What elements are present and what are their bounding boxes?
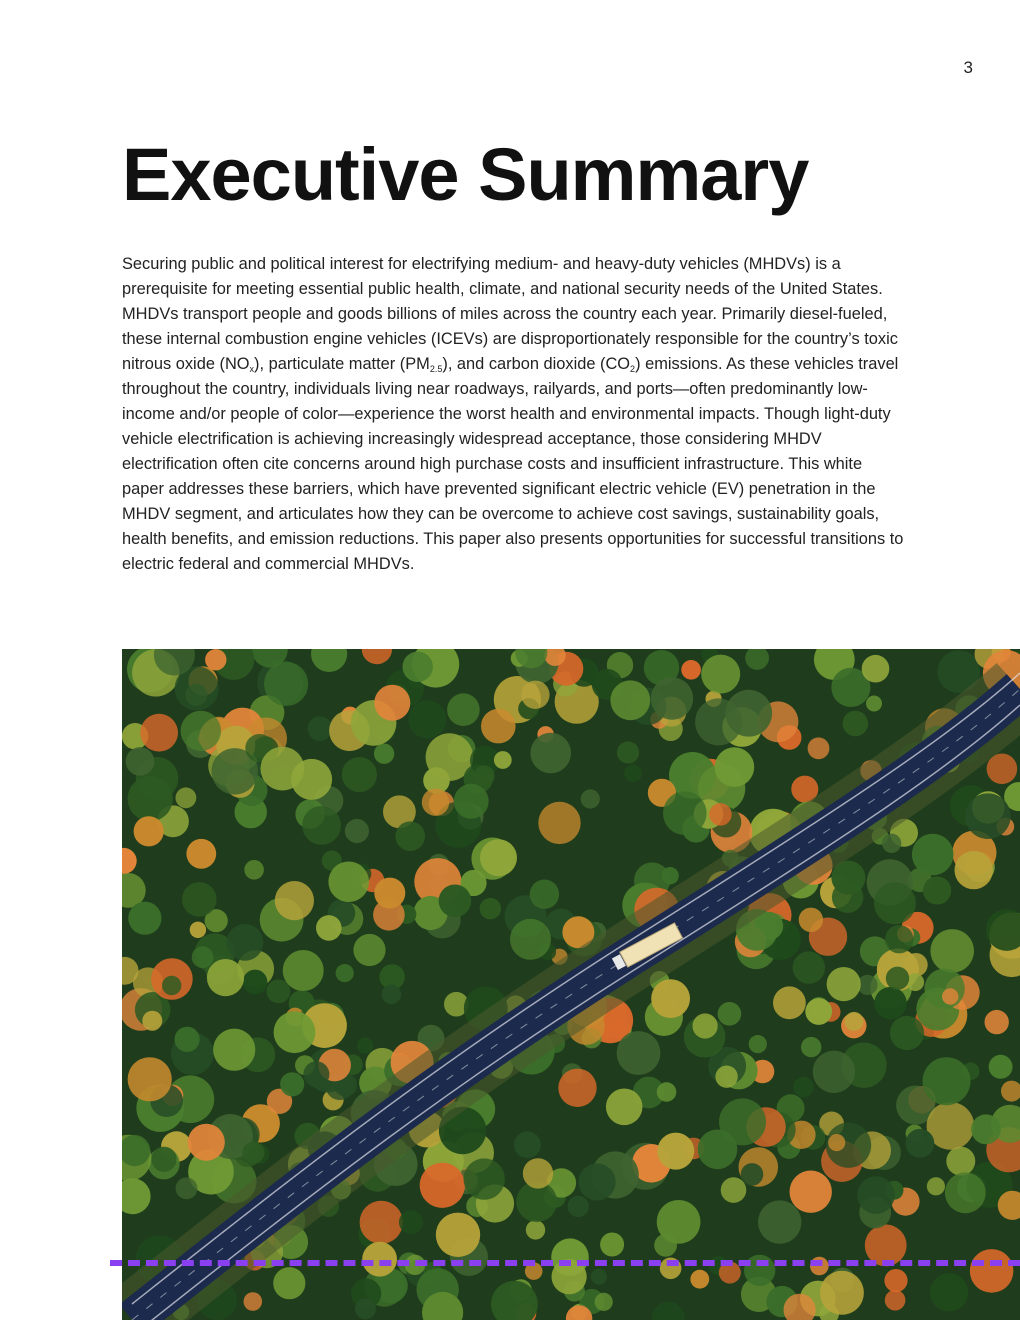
tree-crown <box>134 816 164 846</box>
tree-crown <box>399 1210 423 1234</box>
tree-crown <box>749 1035 767 1053</box>
tree-crown <box>657 1082 677 1102</box>
tree-crown <box>345 819 369 843</box>
tree-crown <box>715 1066 737 1088</box>
tree-crown <box>874 882 916 924</box>
tree-crown <box>690 1270 709 1289</box>
tree-crown <box>355 1298 376 1319</box>
tree-crown <box>930 929 974 973</box>
tree-crown <box>374 744 394 764</box>
tree-crown <box>374 685 410 721</box>
tree-crown <box>651 677 693 719</box>
tree-crown <box>885 925 913 953</box>
tree-crown <box>701 655 740 694</box>
tree-crown <box>303 1061 329 1087</box>
tree-crown <box>693 1013 718 1038</box>
tree-crown <box>721 1177 747 1203</box>
tree-crown <box>617 1031 661 1075</box>
tree-crown <box>985 1010 1009 1034</box>
tree-crown <box>890 1016 924 1050</box>
subscript-2: 2 <box>630 364 636 374</box>
tree-crown <box>142 1011 162 1031</box>
tree-crown <box>657 1200 701 1244</box>
tree-crown <box>316 915 342 941</box>
tree-crown <box>382 985 402 1005</box>
tree-crown <box>151 1147 176 1172</box>
tree-crown <box>283 950 324 991</box>
tree-crown <box>439 885 472 918</box>
tree-crown <box>989 1055 1013 1079</box>
tree-crown <box>970 1249 1014 1293</box>
tree-crown <box>862 655 890 683</box>
tree-crown <box>403 652 433 682</box>
tree-crown <box>521 681 549 709</box>
tree-crown <box>558 1069 596 1107</box>
tree-crown <box>227 924 264 961</box>
dotted-divider <box>110 1260 1020 1266</box>
tree-crown <box>128 902 161 935</box>
tree-crown <box>942 988 958 1004</box>
tree-crown <box>186 839 216 869</box>
tree-crown <box>480 898 501 919</box>
tree-crown <box>606 1089 643 1126</box>
tree-crown <box>243 970 268 995</box>
tree-crown <box>464 1158 505 1199</box>
tree-crown <box>857 1176 895 1214</box>
tree-crown <box>661 867 678 884</box>
tree-crown <box>828 1134 845 1151</box>
tree-crown <box>827 967 861 1001</box>
tree-crown <box>927 1177 945 1195</box>
tree-crown <box>243 1142 265 1164</box>
tree-crown <box>725 690 772 737</box>
paragraph-text-3: ), and carbon dioxide (CO <box>442 355 631 373</box>
tree-crown <box>581 789 600 808</box>
tree-crown <box>845 1012 864 1031</box>
tree-crown <box>832 882 863 913</box>
tree-crown <box>510 919 551 960</box>
tree-crown <box>420 1163 465 1208</box>
tree-crown <box>906 1129 935 1158</box>
tree-crown <box>955 851 993 889</box>
tree-crown <box>436 1213 480 1257</box>
page-title: Executive Summary <box>122 133 809 216</box>
tree-crown <box>274 1011 316 1053</box>
tree-crown <box>946 1147 975 1176</box>
tree-crown <box>591 1269 607 1285</box>
tree-crown <box>709 803 732 826</box>
tree-crown <box>244 860 264 880</box>
tree-crown <box>715 747 755 787</box>
tree-crown <box>886 967 909 990</box>
tree-crown <box>526 1220 545 1239</box>
tree-crown <box>579 1163 616 1200</box>
tree-crown <box>595 1293 613 1311</box>
aerial-forest-road-photo <box>122 649 1020 1320</box>
tree-crown <box>275 881 314 920</box>
paragraph-text-4: ) emissions. As these vehicles travel throughout the country, individuals living near roadways, railyards, and ports—often predominantly low-income and/or people of color—experience the worst health and environmental impacts. Though light-duty vehicle electrification is achieving increasingly widespread acceptance, those considering MHDV electrification often cite concerns around high purchase costs and insufficient infrastructure. This white paper addresses these barriers, which have prevented significant electric vehicle (EV) penetration in the MHDV segment, and articulates how they can be overcome to achieve cost savings, sustainability goals, health benefits, and emission reductions. This paper also presents opportunities for successful transitions to electric federal and commercial MHDVs. <box>122 355 904 573</box>
tree-crown <box>162 976 181 995</box>
tree-crown <box>261 747 305 791</box>
tree-crown <box>885 1290 906 1311</box>
tree-crown <box>923 1057 971 1105</box>
tree-crown <box>538 802 580 844</box>
paragraph-text-2: ), particulate matter (PM <box>254 355 430 373</box>
tree-crown <box>140 714 178 752</box>
tree-crown <box>610 680 650 720</box>
tree-crown <box>874 987 906 1019</box>
tree-crown <box>923 876 951 904</box>
tree-crown <box>945 1172 986 1213</box>
tree-crown <box>360 1201 403 1244</box>
tree-crown <box>422 789 449 816</box>
tree-crown <box>843 711 869 737</box>
tree-crown <box>793 1077 813 1097</box>
tree-crown <box>395 821 425 851</box>
tree-crown <box>930 1273 968 1311</box>
tree-crown <box>514 1131 541 1158</box>
tree-crown <box>454 784 489 819</box>
tree-crown <box>480 839 517 876</box>
tree-crown <box>813 1051 855 1093</box>
tree-crown <box>624 764 642 782</box>
tree-crown <box>971 1114 1001 1144</box>
executive-summary-paragraph <box>122 252 904 577</box>
tree-crown <box>617 741 639 763</box>
tree-crown <box>328 862 369 903</box>
tree-crown <box>176 787 197 808</box>
tree-crown <box>175 1027 200 1052</box>
tree-crown <box>336 964 354 982</box>
tree-crown <box>176 1177 198 1199</box>
forest-illustration <box>122 649 1020 1320</box>
tree-crown <box>264 662 308 706</box>
tree-crown <box>924 969 964 1009</box>
page-number: 3 <box>963 58 973 77</box>
tree-crown <box>663 791 707 835</box>
tree-crown <box>182 882 217 917</box>
tree-crown <box>481 709 516 744</box>
tree-crown <box>799 908 823 932</box>
tree-crown <box>793 951 825 983</box>
tree-crown <box>657 1133 694 1170</box>
tree-crown <box>530 880 559 909</box>
tree-crown <box>126 747 155 776</box>
tree-crown <box>805 998 832 1025</box>
tree-crown <box>342 757 377 792</box>
tree-crown <box>882 834 901 853</box>
tree-crown <box>128 1057 172 1101</box>
tree-crown <box>474 765 495 786</box>
tree-crown <box>801 1037 821 1057</box>
tree-crown <box>523 1158 553 1188</box>
tree-crown <box>353 934 385 966</box>
tree-crown <box>181 711 221 751</box>
tree-crown <box>912 834 954 876</box>
tree-crown <box>273 1267 305 1299</box>
tree-crown <box>308 716 333 741</box>
tree-crown <box>374 878 405 909</box>
tree-crown <box>192 946 214 968</box>
tree-crown <box>906 973 924 991</box>
tree-crown <box>244 1292 263 1311</box>
tree-crown <box>719 1098 766 1145</box>
tree-crown <box>568 1196 589 1217</box>
tree-crown <box>820 1271 864 1315</box>
paragraph-text-1: Securing public and political interest for electrifying medium- and heavy-duty vehicles (MHDVs) is a prerequisite for meeting essential public health, climate, and national security needs of the United States. MHDVs transport people and goods billions of miles across the country each year. Primarily diesel-fueled, these internal combustion engine vehicles (ICEVs) are disproportionately responsible for the country’s toxic nitrous oxide (NO <box>122 255 898 373</box>
tree-crown <box>758 1200 801 1243</box>
tree-crown <box>651 979 690 1018</box>
tree-crown <box>267 980 291 1004</box>
tree-crown <box>790 1171 832 1213</box>
tree-crown <box>600 1233 624 1257</box>
tree-crown <box>681 660 701 680</box>
tree-crown <box>884 1269 907 1292</box>
tree-crown <box>408 700 446 738</box>
tree-crown <box>190 922 206 938</box>
subscript-x: x <box>249 364 255 374</box>
tree-crown <box>773 986 806 1019</box>
tree-crown <box>205 649 226 670</box>
tree-crown <box>530 733 571 774</box>
tree-crown <box>718 1002 742 1026</box>
tree-crown <box>302 806 341 845</box>
tree-crown <box>447 693 480 726</box>
tree-crown <box>357 1038 373 1054</box>
tree-crown <box>280 1072 304 1096</box>
tree-crown <box>808 737 830 759</box>
subscript-2-5: 2.5 <box>429 364 443 374</box>
tree-crown <box>965 793 1011 839</box>
tree-crown <box>188 1124 225 1161</box>
tree-crown <box>213 1029 255 1071</box>
tree-crown <box>866 696 882 712</box>
tree-crown <box>207 959 244 996</box>
tree-crown <box>741 1163 764 1186</box>
tree-crown <box>494 751 512 769</box>
